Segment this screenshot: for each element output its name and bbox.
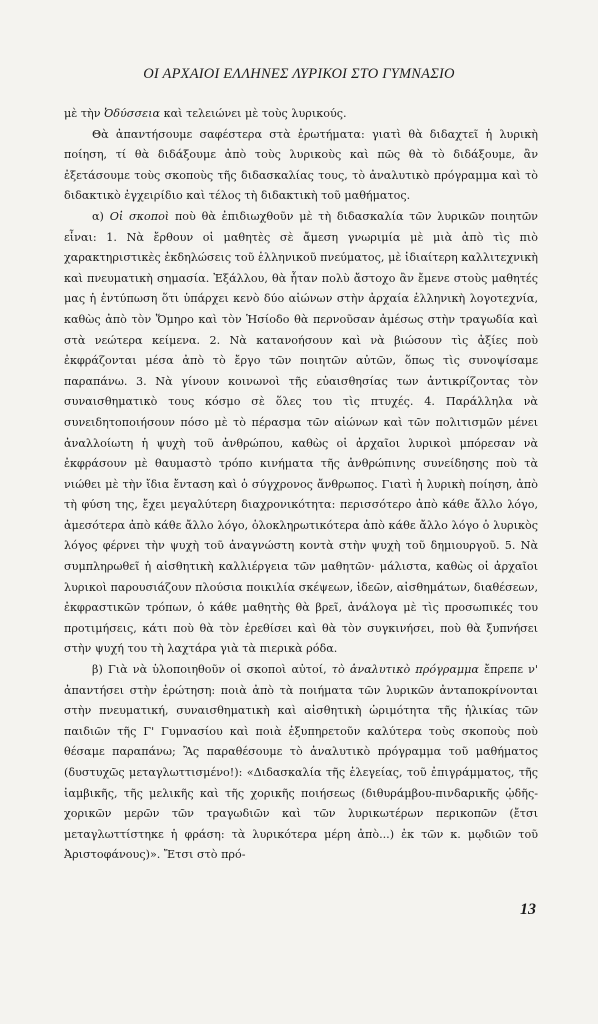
- paragraph-4-body: ἔπρεπε ν' ἀπαντήσει στὴν ἐρώτηση: ποιὰ ἀπὸ τὰ ποιήματα τῶν λυρικῶν ἀνταποκρίνονται στὴν πνευματική, συναισθηματικὴ καὶ αἰσθητικὴ ὡριμότητα τῆς ἡλικίας τῶν παιδιῶν τῆς Γ' Γυμνασίου καὶ ποιὰ ἐξυπηρετοῦν καλύτερα τοὺς σκοποὺς ποὺ θέσαμε παραπάνω; Ἂς παραθέσουμε τὸ ἀναλυτικὸ πρόγραμμα τοῦ μαθήματος (δυστυχῶς μεταγλωττισμένο!): «Διδασκαλία τῆς ἐλεγείας, τοῦ ἐπιγράμματος, τῆς ἰαμβικῆς, τῆς μελικῆς καὶ τῆς χορικῆς ποιήσεως (διθυράμβου-πινδαρικῆς ᾠδῆς-χορικῶν μερῶν τῶν τραγωδιῶν καὶ τῶν λυρικωτέρων περικοπῶν (ἔτσι μεταγλωττίστηκε ἡ φράση: τὰ λυρικότερα μέρη ἀπὸ...) ἐκ τῶν κ. μῳδιῶν τοῦ Ἀριστοφάνους)». Ἔτσι στὸ πρό-: [64, 663, 538, 862]
- paragraph-1-title: Ὀδύσσεια: [104, 107, 161, 120]
- paragraph-1-start: μὲ τὴν: [64, 107, 105, 120]
- paragraph-4-start: β) Γιὰ νὰ ὑλοποιηθοῦν οἱ σκοποὶ αὐτοί,: [92, 663, 332, 677]
- page-number: 13: [520, 901, 536, 918]
- running-head: ΟΙ ΑΡΧΑΙΟΙ ΕΛΛΗΝΕΣ ΛΥΡΙΚΟΙ ΣΤΟ ΓΥΜΝΑΣΙΟ: [143, 66, 455, 82]
- paragraph-2: Θὰ ἀπαντήσουμε σαφέστερα στὰ ἐρωτήματα: γιατὶ θὰ διδαχτεῖ ἡ λυρικὴ ποίηση, τί θὰ διδάξουμε ἀπὸ τοὺς λυρικοὺς καὶ πῶς θὰ τὸ διδάξουμε, ἂν ἐξετάσουμε τοὺς σκοποὺς τῆς διδασκαλίας τους, τὸ ἀναλυτικὸ πρόγραμμα καὶ τὸ διδακτικὸ ἐγχειρίδιο καὶ τέλος τὴ διδακτικὴ τοῦ μαθήματος.: [64, 127, 538, 203]
- paragraph-3-label: α): [92, 209, 110, 223]
- paragraph-4: [64, 660, 538, 866]
- paragraph-3-emphasis: Οἱ σκοποὶ: [109, 209, 170, 223]
- paragraph-1-end: καὶ τελειώνει μὲ τοὺς λυρικούς.: [160, 107, 347, 120]
- paragraph-4-emphasis: τὸ ἀναλυτικὸ πρόγραμμα: [331, 663, 479, 677]
- body-text: [64, 104, 538, 866]
- paragraph-3-body: ποὺ θὰ ἐπιδιωχθοῦν μὲ τὴ διδασκαλία τῶν λυρικῶν ποιητῶν εἶναι: 1. Νὰ ἔρθουν οἱ μαθητὲς σὲ ἄμεση γνωριμία μὲ μιὰ ἀπὸ τὶς πιὸ χαρακτηριστικὲς ἐκδηλώσεις τοῦ ἑλληνικοῦ πνεύματος, μὲ ἰδιαίτερη καλλιτεχνικὴ καὶ πνευματικὴ σημασία. Ἐξάλλου, θὰ ἦταν πολὺ ἄστοχο ἂν ἔμενε στοὺς μαθητές μας ἡ ἐντύπωση ὅτι ὑπάρχει κενὸ δύο αἰώνων στὴν ἀρχαία ἑλληνικὴ λογοτεχνία, καθὼς ἀπὸ τὸν Ὅμηρο καὶ τὸν Ἡσίοδο θὰ περνοῦσαν ἀμέσως στὴν τραγωδία καὶ στὰ νεώτερα κείμενα. 2. Νὰ κατανοήσουν καὶ νὰ βιώσουν τὶς ἀξίες ποὺ ἐκφράζονται μέσα ἀπὸ τὸ ἔργο τῶν ποιητῶν αὐτῶν, ὅπως τὶς συνοψίσαμε παραπάνω. 3. Νὰ γίνουν κοινωνοὶ τῆς εὐαισθησίας των ἀντικρίζοντας τὸν συναισθηματικὸ τους κόσμο σὲ ὅλες του τὶς πτυχές. 4. Παράλληλα νὰ συνειδητοποιήσουν πόσο μὲ τὸ πέρασμα τῶν αἰώνων καὶ τῶν πολιτισμῶν μένει ἀναλλοίωτη ἡ ψυχὴ τοῦ ἀνθρώπου, καθὼς οἱ ἀρχαῖοι λυρικοὶ μπόρεσαν νὰ ἐκφράσουν μὲ θαυμαστὸ τρόπο κινήματα τῆς ἀνθρώπινης συνείδησης ποὺ τὰ νιώθει μὲ τὴν ἴδια ἔνταση καὶ ὁ σύγχρονος ἄνθρωπος. Γιατὶ ἡ λυρικὴ ποίηση, ἀπὸ τὴ φύση της, ἔχει μεγαλύτερη διαχρονικότητα: περισσότερο ἀπὸ κάθε ἄλλο λόγο, ἀμεσότερα ἀπὸ κάθε ἄλλο λόγο, ὁλοκληρωτικότερα ἀπὸ κάθε ἄλλο λόγο ὁ λυρικὸς λόγος φέρνει τὴν ψυχὴ τοῦ ἀναγνώστη κοντὰ στὴν ψυχὴ τοῦ δημιουργοῦ. 5. Νὰ συμπληρωθεῖ ἡ αἰσθητικὴ καλλιέργεια τῶν μαθητῶν· μάλιστα, καθὼς οἱ ἀρχαῖοι λυρικοὶ παρουσιάζουν πλούσια ποικιλία σκέψεων, ἰδεῶν, αἰσθημάτων, διαθέσεων, ἐκφραστικῶν τρόπων, ὁ κάθε μαθητὴς θὰ βρεῖ, ἀνάλογα μὲ τὶς προσωπικές του προτιμήσεις, κάτι ποὺ θὰ τὸν ἐρεθίσει καὶ θὰ τὸν συγκινήσει, ποὺ θὰ ξυπνήσει στὴν ψυχή του τὴ λαχτάρα γιὰ τὰ πιερικὰ ρόδα.: [64, 209, 538, 656]
- paragraph-1: [64, 104, 538, 125]
- paragraph-3: [64, 207, 538, 660]
